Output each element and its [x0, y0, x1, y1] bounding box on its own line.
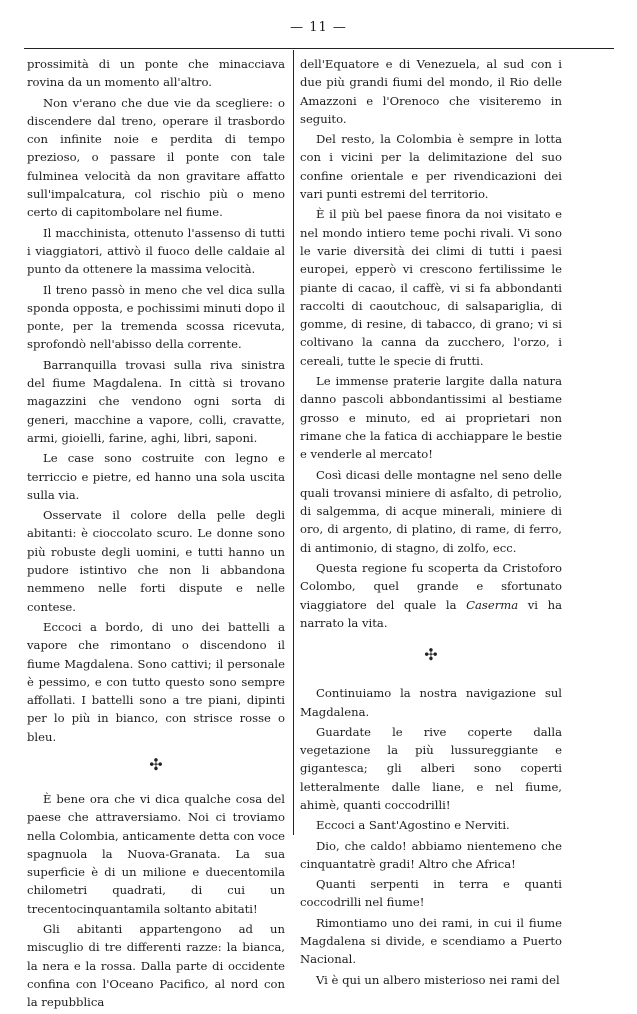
- paragraph: Guardate le rive coperte dalla vegetazione la più lussureggiante e gigantesca; gli alberi sono coperti letteralmente dalle liane, e nel fiume, ahimè, quanti coccodrilli!: [300, 724, 562, 812]
- paragraph: Rimontiamo uno dei rami, in cui il fiume Magdalena si divide, e scendiamo a Puerto Nacional.: [300, 915, 562, 967]
- paragraph: Osservate il colore della pelle degli abitanti: è cioccolato scuro. Le donne sono più robuste degli uomini, e tutti hanno un pudore istintivo che non li abbandona nemmeno nelle forti dispute e nelle contese.: [27, 508, 285, 614]
- column-divider: [293, 50, 294, 835]
- section-ornament-icon: ✣: [424, 645, 438, 665]
- paragraph: È il più bel paese finora da noi visitato e nel mondo intiero teme pochi rivali. Vi sono le varie diversità dei climi di tutti i paesi europei, epperò vi crescono fertilissime le piante di cacao, il caffè, vi si fa abbondanti raccolti di caoutchouc, di salsapariglia, di gomme, di resine, di tabacco, di grano; vi si coltivano la canna da zucchero, l'orzo, i cereali, tutte le specie di frutti.: [300, 207, 562, 368]
- paragraph: Barranquilla trovasi sulla riva sinistra del fiume Magdalena. In città si trovano magazzini che vendono ogni sorta di generi, macchine a vapore, colli, cravatte, armi, gioielli, farine, aghi, libri, saponi.: [27, 357, 285, 445]
- paragraph: [300, 559, 562, 632]
- section-ornament-icon: ✣: [149, 754, 163, 774]
- paragraph: Le case sono costruite con legno e terriccio e pietre, ed hanno una sola uscita sulla via.: [27, 451, 285, 502]
- paragraph: Il macchinista, ottenuto l'assenso di tutti i viaggiatori, attivò il fuoco delle caldaie al punto da ottenere la massima velocità.: [27, 225, 285, 277]
- paragraph: Gli abitanti appartengono ad un miscuglio di tre differenti razze: la bianca, la nera e la rossa. Dalla parte di occidente confina con l'Oceano Pacifico, al nord con la repubblica: [27, 922, 285, 1010]
- text-run: Questa regione fu scoperta da Cristoforo Colombo, quel grande e sfortunato viaggiatore del quale la: [300, 561, 562, 612]
- paragraph: prossimità di un ponte che minacciava rovina da un momento all'altro.: [27, 57, 285, 90]
- italic-title: Caserma: [466, 597, 519, 612]
- paragraph: Dio, che caldo! abbiamo nientemeno che cinquantatrè gradi! Altro che Africa!: [300, 838, 562, 871]
- left-column: [27, 55, 285, 1014]
- paragraph: Eccoci a Sant'Agostino e Nerviti.: [316, 818, 510, 833]
- paragraph: Continuiamo la nostra navigazione sul Magdalena.: [300, 686, 562, 719]
- paragraph: Quanti serpenti in terra e quanti coccodrilli nel fiume!: [300, 877, 562, 910]
- page-number: — 11 —: [290, 20, 347, 35]
- paragraph: dell'Equatore e di Venezuela, al sud con i due più grandi fiumi del mondo, il Rio delle Amazzoni e l'Orenoco che visiteremo in seguito.: [300, 57, 562, 126]
- paragraph: È bene ora che vi dica qualche cosa del paese che attraversiamo. Noi ci troviamo nella Colombia, anticamente detta con voce spagnuola la Nuova-Granata. La sua superficie è di un milione e duecentomila chilometri quadrati, di cui un trecentocinquantamila soltanto abitati!: [27, 791, 285, 916]
- right-column: [300, 55, 562, 991]
- paragraph: Così dicasi delle montagne nel seno delle quali trovansi miniere di asfalto, di petrolio, di salgemma, di acque minerali, miniere di oro, di argento, di platino, di rame, di ferro, di antimonio, di stagno, di zolfo, ecc.: [300, 467, 562, 555]
- paragraph: Il treno passò in meno che vel dica sulla sponda opposta, e pochissimi minuti dopo il ponte, per la tremenda scossa ricevuta, sprofondò nell'abisso della corrente.: [27, 282, 285, 352]
- paragraph: Le immense praterie largite dalla natura danno pascoli abbondantissimi al bestiame grosso e minuto, ed ai proprietari non rimane che la fatica di acchiappare le bestie e venderle al mercato!: [300, 374, 562, 462]
- header-rule: [24, 48, 614, 49]
- paragraph: Eccoci a bordo, di uno dei battelli a vapore che rimontano o discendono il fiume Magdalena. Sono cattivi; il personale è pessimo, e con tutto questo sono sempre affollati. I battelli sono a tre piani, dipinti per lo più in bianco, con strisce rosse o bleu.: [27, 619, 285, 744]
- paragraph: Non v'erano che due vie da scegliere: o discendere dal treno, operare il trasbordo con infinite noie e perdita di tempo prezioso, o passare il ponte con tale fulminea velocità da non gravitare affatto sull'impalcatura, col rischio più o meno certo di capitombolare nel fiume.: [27, 95, 285, 220]
- text-run: vi ha narrato la vita.: [300, 597, 562, 630]
- paragraph: Del resto, la Colombia è sempre in lotta con i vicini per la delimitazione del suo confine orientale e per rivendicazioni dei vari punti estremi del territorio.: [300, 132, 562, 202]
- paragraph: Vi è qui un albero misterioso nei rami del: [316, 972, 560, 987]
